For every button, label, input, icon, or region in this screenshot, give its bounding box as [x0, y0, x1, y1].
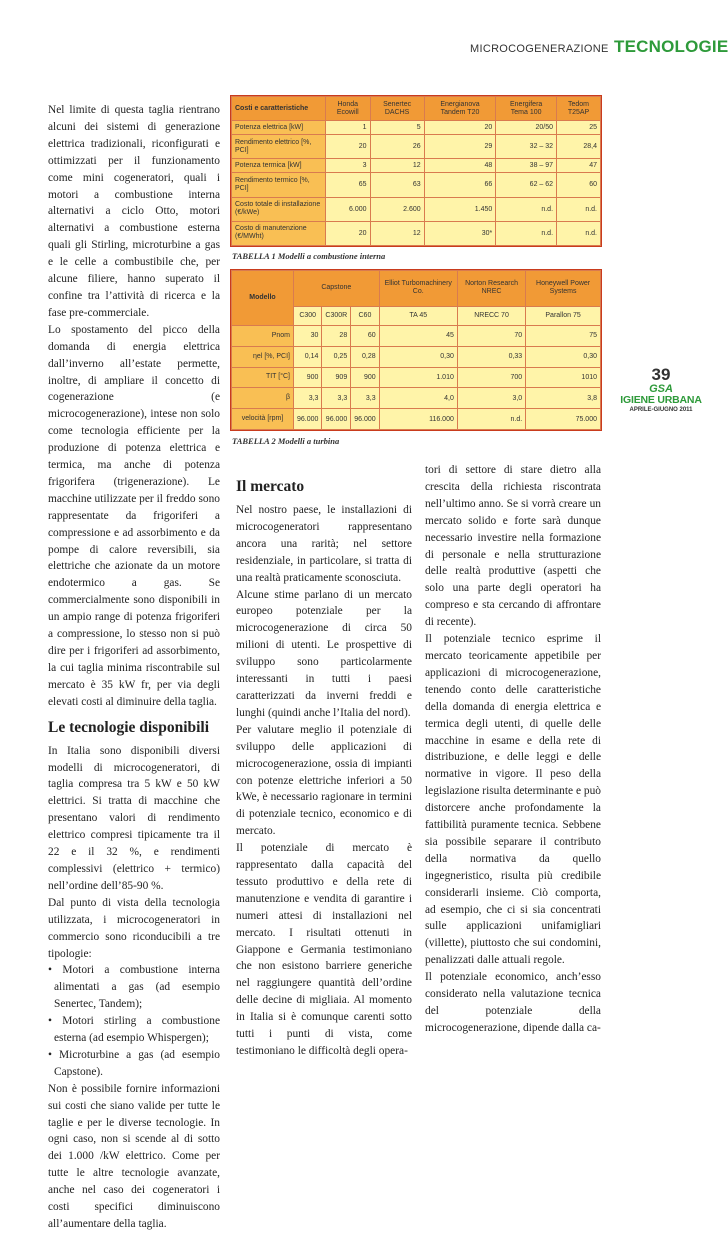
table-row	[232, 346, 601, 367]
row-label: Potenza termica [kW]	[232, 159, 326, 173]
publication-name: IGIENE URBANA	[620, 394, 702, 406]
table-cell: 4,0	[379, 388, 457, 409]
table-cell: 909	[322, 367, 351, 388]
table-cell: 20	[326, 135, 371, 159]
column-header: Energianova Tandem T20	[424, 97, 496, 121]
row-label: Rendimento elettrico [%, PCI]	[232, 135, 326, 159]
model-header: TA 45	[379, 306, 457, 325]
paragraph: Dal punto di vista della tecnologia utilizzata, i microcogeneratori in commercio sono riconducibili a tre tipologie:	[48, 896, 220, 960]
row-label: Costo di manutenzione (€/MWht)	[232, 221, 326, 245]
table-row	[232, 221, 601, 245]
table-cell: 96.000	[322, 409, 351, 430]
table-cell: 65	[326, 173, 371, 197]
list-item: • Motori stirling a combustione esterna (ad esempio Whispergen);	[48, 1015, 220, 1045]
table-cell: 45	[379, 325, 457, 346]
table-cell: 0,14	[294, 346, 322, 367]
table-cell: 0,28	[351, 346, 379, 367]
table-row	[232, 409, 601, 430]
model-header: C300R	[322, 306, 351, 325]
table-cell: 1.450	[424, 197, 496, 221]
table-cell: 0,33	[457, 346, 525, 367]
table-cell: 30*	[424, 221, 496, 245]
table-cell: 900	[294, 367, 322, 388]
table-cell: 0,30	[526, 346, 601, 367]
table-cell: 26	[370, 135, 424, 159]
table-cell: 3,8	[526, 388, 601, 409]
paragraph: Alcune stime parlano di un mercato europeo potenziale per la microcogenerazione di circa 50 milioni di utenti. Le prospettive di sviluppo sono particolarmente interessanti in tutti i paesi caratterizzati da inverni freddi e lunghi (quindi anche l’Italia del nord).	[236, 588, 412, 719]
page-number: 39	[651, 365, 671, 384]
table-cell: 29	[424, 135, 496, 159]
section-heading: Il mercato	[236, 478, 305, 495]
paragraph: Non è possibile fornire informazioni sui costi che siano valide per tutte le taglie e per le diverse tecnologie. In ogni caso, non si scende al di sotto dei 1.000 /kW elettrico. Come per tutte le altre tecnologie avanzate, anche nel caso dei cogeneratori i costi specifici diminuiscono all’aumentare della taglia.	[48, 1082, 220, 1230]
table-cell: 62 – 62	[496, 173, 557, 197]
paragraph: Lo spostamento del picco della domanda di energia elettrica dall’inverno all’estate permette, inoltre, di ampliare il concetto di cogenerazione (e microcogenerazione), intese non solo come tecnologia efficiente per la produzione di potenza elettrica e termica, ma anche di potenza frigorifera (trigenerazione). Le macchine utilizzate per il freddo sono rappresentate da frigoriferi a compressione e ad assorbimento e da pompe di calore reversibili, sia elettriche che azionate da un motore endotermico a gas. Se commercialmente sono disponibili in un ampio range di potenza frigoriferi a compressione, lo stesso non si può dire per i frigoriferi ad assorbimento, la cui taglia minima riscontrabile sul mercato è 35 kW fr, per via degli elevati costi al diminuire della taglia.	[48, 323, 220, 708]
table-cell: 116.000	[379, 409, 457, 430]
page-badge	[614, 366, 708, 414]
table-cell: 75	[526, 325, 601, 346]
table-cell: 47	[557, 159, 601, 173]
table-caption: TABELLA 1 Modelli a combustione interna	[232, 251, 386, 261]
model-header: Parallon 75	[526, 306, 601, 325]
table-cell: 2.600	[370, 197, 424, 221]
column-group-header: Norton Research NREC	[457, 271, 525, 307]
column-header: Tedom T25AP	[557, 97, 601, 121]
table-cell: 60	[351, 325, 379, 346]
model-header: C60	[351, 306, 379, 325]
table-cell: 63	[370, 173, 424, 197]
table-row	[232, 173, 601, 197]
issue-date: APRILE-GIUGNO 2011	[629, 407, 693, 413]
table-cell: 12	[370, 159, 424, 173]
table-cell: 900	[351, 367, 379, 388]
table-row	[232, 325, 601, 346]
table-row	[232, 367, 601, 388]
table-cell: 70	[457, 325, 525, 346]
paragraph: Il potenziale economico, anch’esso considerato nella valutazione tecnica del potenziale della microcogenerazione, dipende dalla ca-	[425, 971, 601, 1034]
table-cell: 20	[424, 121, 496, 135]
table-corner-header: Costi e caratteristiche	[232, 97, 326, 121]
table-1	[230, 95, 602, 247]
table-cell: 1.010	[379, 367, 457, 388]
paragraph: Il potenziale di mercato è rappresentato dalla capacità del tessuto produttivo e della rete di manutenzione e vendita di garantire i numeri attesi di installazioni nel mercato. I risultati ottenuti in Giappone e Germania testimoniano che non esistono barriere generiche nel raggiungere quantità dell’ordine delle decine di migliaia. Al momento in Italia si è comunque carenti sotto tutti i punti di vista, come testimoniano le difficoltà degli opera-	[236, 842, 412, 1057]
table-cell: 96.000	[351, 409, 379, 430]
model-header: NRECC 70	[457, 306, 525, 325]
table-cell: 28	[322, 325, 351, 346]
table-cell: n.d.	[496, 197, 557, 221]
table-cell: 1010	[526, 367, 601, 388]
table-row	[232, 135, 601, 159]
row-label: Costo totale di installazione (€/kWe)	[232, 197, 326, 221]
table-cell: 0,30	[379, 346, 457, 367]
table-cell: n.d.	[457, 409, 525, 430]
section-heading: Le tecnologie disponibili	[48, 718, 210, 736]
category-tag: TECNOLOGIE	[614, 37, 728, 56]
table-cell: 3,3	[351, 388, 379, 409]
table-cell: 28,4	[557, 135, 601, 159]
row-label: ηel [%, PCI]	[232, 346, 294, 367]
table-row	[232, 388, 601, 409]
table-cell: 0,25	[322, 346, 351, 367]
table-row	[232, 159, 601, 173]
table-row	[232, 197, 601, 221]
table-cell: 75.000	[526, 409, 601, 430]
table-cell: 25	[557, 121, 601, 135]
table-cell: 3	[326, 159, 371, 173]
text-column-3	[425, 462, 601, 1037]
table-cell: 1	[326, 121, 371, 135]
row-label: Pnom	[232, 325, 294, 346]
table-cell: 60	[557, 173, 601, 197]
table-cell: 48	[424, 159, 496, 173]
row-label: TIT [°C]	[232, 367, 294, 388]
paragraph: tori di settore di stare dietro alla crescita della richiesta riscontrata nell’ultimo anno. Se si vorrà creare un mercato solido e forte sarà dunque necessario investire nella formazione di personale e nella strutturazione delle realtà produttive (aspetti che solo una parte degli operatori ha compreso e sta cercando di affrontare di recente).	[425, 464, 601, 629]
table-caption: TABELLA 2 Modelli a turbina	[232, 436, 340, 446]
list-item: • Motori a combustione interna alimentati a gas (ad esempio Senertec, Tandem);	[48, 964, 220, 1011]
column-group-header: Elliot Turbomachinery Co.	[379, 271, 457, 307]
text-column-1	[48, 102, 220, 1233]
table-row	[232, 121, 601, 135]
table-cell: 32 – 32	[496, 135, 557, 159]
table-cell: 20	[326, 221, 371, 245]
bullet-list	[48, 962, 220, 1080]
table-cell: 700	[457, 367, 525, 388]
table-2	[230, 269, 602, 431]
table-cell: 3,3	[322, 388, 351, 409]
column-group-header: Honeywell Power Systems	[526, 271, 601, 307]
paragraph: Nel limite di questa taglia rientrano alcuni dei sistemi di generazione elettrica tradizionali, riconfigurati e ottimizzati per il funzionamento come mini cogeneratori, quali i motori a combustione interna alternativi a ciclo Otto, motori alternativi a combustione esterna quali gli Stirling, microturbine a gas e le celle a combustibile che, per alcune filiere, hanno superato il confine tra l’attività di ricerca e la fase pre-commerciale.	[48, 104, 220, 319]
table-cell: 5	[370, 121, 424, 135]
table-cell: 6.000	[326, 197, 371, 221]
paragraph: Per valutare meglio il potenziale di sviluppo delle applicazioni di microcogenerazione, ossia di impianti con potenze elettriche inferiori a 50 kWe, è necessario ragionare in termini di potenziale tecnico, economico e di mercato.	[236, 723, 412, 838]
row-label: Potenza elettrica [kW]	[232, 121, 326, 135]
table-corner-header: Modello	[232, 271, 294, 326]
model-header: C300	[294, 306, 322, 325]
table-cell: n.d.	[496, 221, 557, 245]
table-cell: 3,0	[457, 388, 525, 409]
row-label: Rendimento termico [%, PCI]	[232, 173, 326, 197]
column-header: Honda Ecowill	[326, 97, 371, 121]
paragraph: Nel nostro paese, le installazioni di microcogeneratori rappresentano ancora una rarità; nel settore residenziale, in particolare, si tratta di una realtà praticamente sconosciuta.	[236, 504, 412, 584]
row-label: velocità [rpm]	[232, 409, 294, 430]
table-cell: n.d.	[557, 197, 601, 221]
table-cell: 30	[294, 325, 322, 346]
table-cell: 96.000	[294, 409, 322, 430]
brand-logo: GSA	[649, 383, 673, 395]
table-cell: 3,3	[294, 388, 322, 409]
column-header: Senertec DACHS	[370, 97, 424, 121]
paragraph: In Italia sono disponibili diversi modelli di microcogeneratori, di taglia compresa tra 5 kW e 50 kW elettrici. Si tratta di macchine che presentano valori di rendimento elettrico compresi tipicamente tra il 22 e il 32 %, e rendimenti complessivi (elettrico + termico) nell’ordine dell’85-90 %.	[48, 744, 220, 892]
column-group-header: Capstone	[294, 271, 380, 307]
text-column-2	[236, 478, 412, 1060]
table-cell: 12	[370, 221, 424, 245]
table-cell: 38 – 97	[496, 159, 557, 173]
list-item: • Microturbine a gas (ad esempio Capstone).	[48, 1048, 220, 1078]
paragraph: Il potenziale tecnico esprime il mercato teoricamente appetibile per applicazioni di microcogenerazione, tenendo conto delle caratteristiche della domanda di energia elettrica e termica degli utenti, di quelle delle macchine in esame e della rete di distribuzione, e delle leggi e delle normative in vigore. Il peso della legislazione risulta determinante e può distorcere anche profondamente la fattibilità puramente tecnica. Sebbene sia possibile separare il contributo della normativa da quello ingegneristico, risulta più credibile considerarli insieme. Ciò comporta, ad esempio, che ci si sia concentrati sulle applicazioni unifamigliari (villette), piuttosto che sui condomini, penalizzati dalle attuali regole.	[425, 633, 601, 967]
table-cell: 20/50	[496, 121, 557, 135]
section-header: MICROCOGENERAZIONE	[470, 43, 609, 55]
column-header: Energifera Tema 100	[496, 97, 557, 121]
row-label: β	[232, 388, 294, 409]
table-cell: 66	[424, 173, 496, 197]
table-cell: n.d.	[557, 221, 601, 245]
